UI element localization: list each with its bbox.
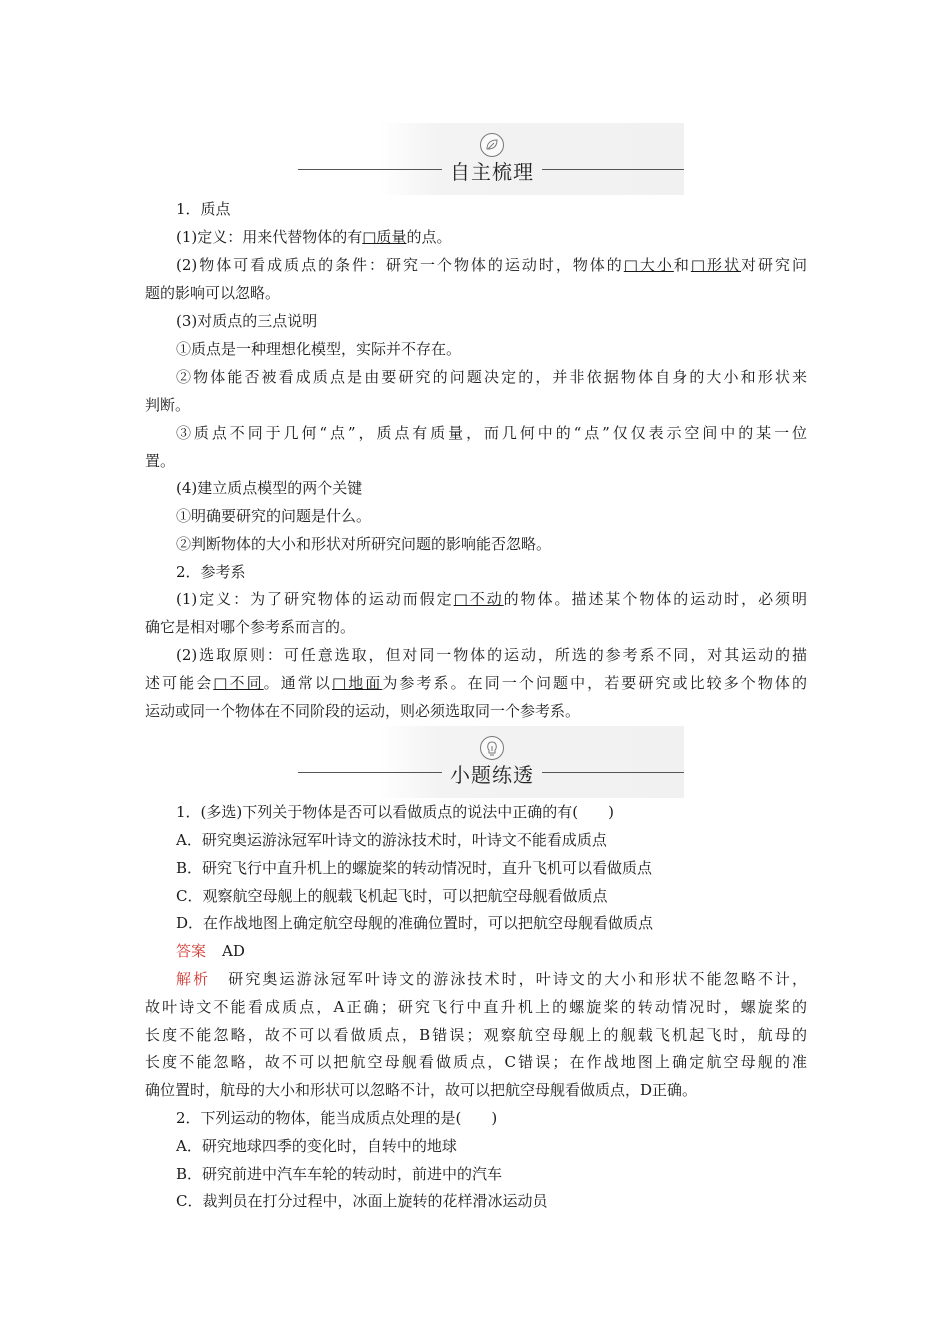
answer-label: 答案 bbox=[176, 942, 207, 960]
leaf-icon bbox=[480, 133, 504, 157]
question-stem: 1．(多选)下列关于物体是否可以看做质点的说法中正确的有( ) bbox=[176, 803, 614, 821]
answer-line bbox=[176, 941, 807, 961]
bulb-icon bbox=[480, 736, 504, 760]
option-b: B．研究前进中汽车车轮的转动时，前进中的汽车 bbox=[176, 1165, 503, 1183]
paragraph: (1)定义：用来代替物体的有□质量的点。 bbox=[176, 228, 452, 246]
blank-answer: □不同 bbox=[213, 674, 264, 692]
section-banner-2 bbox=[298, 726, 684, 798]
paragraph: (2)选取原则：可任意选取，但对同一物体的运动，所选的参考系不同，对其运动的描 bbox=[176, 646, 807, 664]
blank-answer: □形状 bbox=[690, 256, 741, 274]
blank-answer: □大小 bbox=[623, 256, 674, 274]
blank-answer: □地面 bbox=[331, 674, 383, 692]
analysis-line: 长度不能忽略，故不可以看做质点，B错误；观察航空母舰上的舰载飞机起飞时，航母的 bbox=[145, 1026, 807, 1044]
option-a: A．研究奥运游泳冠军叶诗文的游泳技术时，叶诗文不能看成质点 bbox=[176, 831, 607, 849]
question-stem: 2．下列运动的物体，能当成质点处理的是( ) bbox=[176, 1109, 498, 1127]
analysis-line: 长度不能忽略，故不可以把航空母舰看做质点，C错误；在作战地图上确定航空母舰的准 bbox=[145, 1053, 807, 1071]
paragraph: 题的影响可以忽略。 bbox=[145, 284, 281, 302]
paragraph: ②物体能否被看成质点是由要研究的问题决定的，并非依据物体自身的大小和形状来 bbox=[176, 368, 807, 386]
divider-line bbox=[298, 772, 442, 773]
blank-answer: □不动 bbox=[453, 590, 504, 608]
blank-answer: □质量 bbox=[362, 228, 407, 246]
answer-value: AD bbox=[222, 942, 245, 960]
heading-zhidian: 1．质点 bbox=[176, 200, 231, 218]
paragraph: 置。 bbox=[145, 452, 176, 470]
divider-line bbox=[542, 772, 684, 773]
paragraph: ①明确要研究的问题是什么。 bbox=[176, 507, 372, 525]
analysis-line: 故叶诗文不能看成质点，A正确；研究飞行中直升机上的螺旋桨的转动情况时，螺旋桨的 bbox=[145, 998, 807, 1016]
divider-line bbox=[298, 169, 442, 170]
paragraph: 判断。 bbox=[145, 396, 191, 414]
heading-cankaoxi: 2．参考系 bbox=[176, 563, 246, 581]
paragraph: (1)定义：为了研究物体的运动而假定□不动的物体。描述某个物体的运动时，必须明 bbox=[176, 590, 807, 608]
option-a: A．研究地球四季的变化时，自转中的地球 bbox=[176, 1137, 457, 1155]
section-title: 小题练透 bbox=[450, 763, 534, 787]
analysis-line: 解析 研究奥运游泳冠军叶诗文的游泳技术时，叶诗文的大小和形状不能忽略不计， bbox=[176, 970, 807, 988]
divider-line bbox=[542, 169, 684, 170]
option-c: C．裁判员在打分过程中，冰面上旋转的花样滑冰运动员 bbox=[176, 1192, 548, 1210]
paragraph: 述可能会□不同。通常以□地面为参考系。在同一个问题中，若要研究或比较多个物体的 bbox=[145, 674, 807, 692]
paragraph: ①质点是一种理想化模型，实际并不存在。 bbox=[176, 340, 462, 358]
paragraph: (2)物体可看成质点的条件：研究一个物体的运动时，物体的□大小和□形状对研究问 bbox=[176, 256, 807, 274]
option-d: D．在作战地图上确定航空母舰的准确位置时，可以把航空母舰看做质点 bbox=[176, 914, 654, 932]
option-c: C．观察航空母舰上的舰载飞机起飞时，可以把航空母舰看做质点 bbox=[176, 887, 608, 905]
paragraph: 确它是相对哪个参考系而言的。 bbox=[145, 618, 356, 636]
option-b: B．研究飞行中直升机上的螺旋桨的转动情况时，直升飞机可以看做质点 bbox=[176, 859, 653, 877]
section-title: 自主梳理 bbox=[450, 160, 534, 184]
paragraph: 运动或同一个物体在不同阶段的运动，则必须选取同一个参考系。 bbox=[145, 702, 581, 720]
analysis-label: 解析 bbox=[176, 970, 211, 988]
paragraph: (4)建立质点模型的两个关键 bbox=[176, 479, 363, 497]
paragraph: ③质点不同于几何“点”，质点有质量，而几何中的“点”仅仅表示空间中的某一位 bbox=[176, 424, 807, 442]
paragraph: ②判断物体的大小和形状对所研究问题的影响能否忽略。 bbox=[176, 535, 552, 553]
analysis-line: 确位置时，航母的大小和形状可以忽略不计，故可以把航空母舰看做质点，D正确。 bbox=[145, 1081, 698, 1099]
section-banner-1 bbox=[298, 123, 684, 195]
paragraph: (3)对质点的三点说明 bbox=[176, 312, 318, 330]
